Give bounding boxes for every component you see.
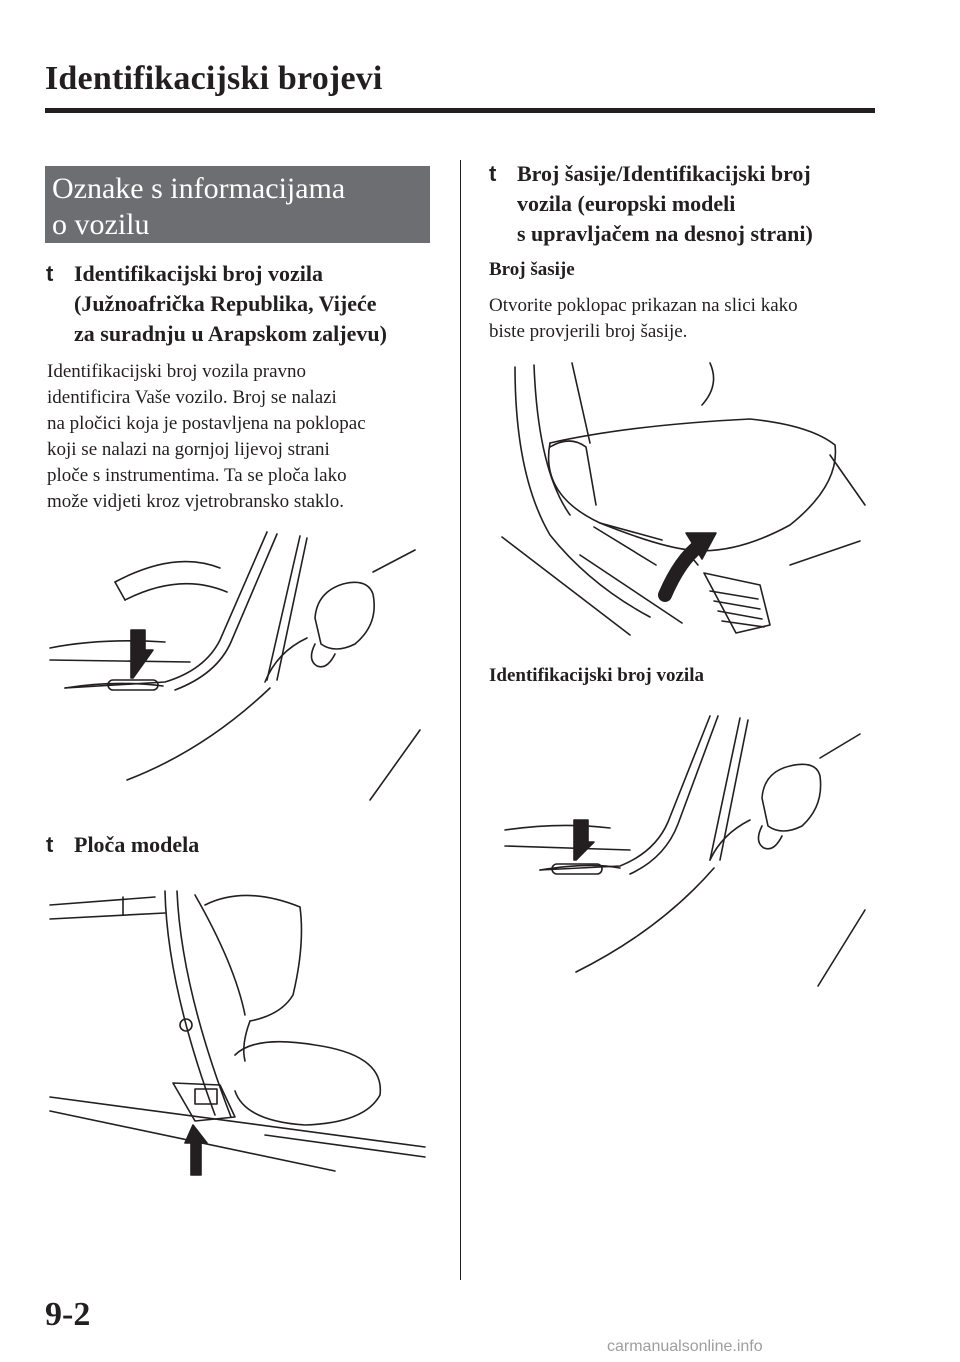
chassis-heading-line-3: s upravljačem na desnoj strani) [517,221,813,246]
vin-body-line-2: identificira Vaše vozilo. Broj se nalazi [47,387,337,408]
page-header-title: Identifikacijski brojevi [45,60,383,97]
vin-body-line-4: koji se nalazi na gornjoj lijevoj strani [47,439,330,460]
vin-body-line-5: ploče s instrumentima. Ta se ploča lako [47,465,347,486]
vin-label: Identifikacijski broj vozila [489,665,704,686]
section-title-line-2: o vozilu [52,208,150,241]
chassis-heading-line-2: vozila (europski modeli [517,191,736,216]
door-pillar-plate-illustration [45,885,435,1190]
dashboard-vin-illustration [45,530,435,810]
column-divider [460,160,461,1280]
chassis-heading-line-1: Broj šasije/Identifikacijski broj [517,161,811,186]
section-title [52,171,427,243]
section-title-line-1: Oznake s informacijama [52,172,346,205]
seat-floor-chassis-illustration [490,355,870,650]
model-plate-heading [46,830,200,860]
vin-body-line-6: može vidjeti kroz vjetrobransko staklo. [47,491,345,512]
vin-body-line-1: Identifikacijski broj vozila pravno [47,361,307,382]
chassis-number-label: Broj šasije [489,259,575,280]
bullet-marker: t [46,261,54,286]
vin-description [47,359,366,515]
vin-heading [46,259,387,349]
chassis-vin-heading [489,159,813,249]
dashboard-vin-right-illustration [500,710,870,1000]
vin-heading-line-2: (Južnoafrička Republika, Vijeće [74,291,377,316]
chassis-body-line-1: Otvorite poklopac prikazan na slici kako [489,295,798,316]
chassis-body-line-2: biste provjerili broj šasije. [489,321,688,342]
bullet-marker: t [46,832,54,857]
vin-heading-line-1: Identifikacijski broj vozila [74,261,323,286]
vin-heading-line-3: za suradnju u Arapskom zaljevu) [74,321,387,346]
model-plate-heading-text: Ploča modela [74,832,200,857]
page-number: 9-2 [45,1296,91,1333]
vin-body-line-3: na pločici koja je postavljena na poklopac [47,413,366,434]
header-rule [45,108,875,113]
bullet-marker: t [489,161,497,186]
watermark: carmanualsonline.info [607,1338,763,1355]
chassis-description [489,293,798,345]
